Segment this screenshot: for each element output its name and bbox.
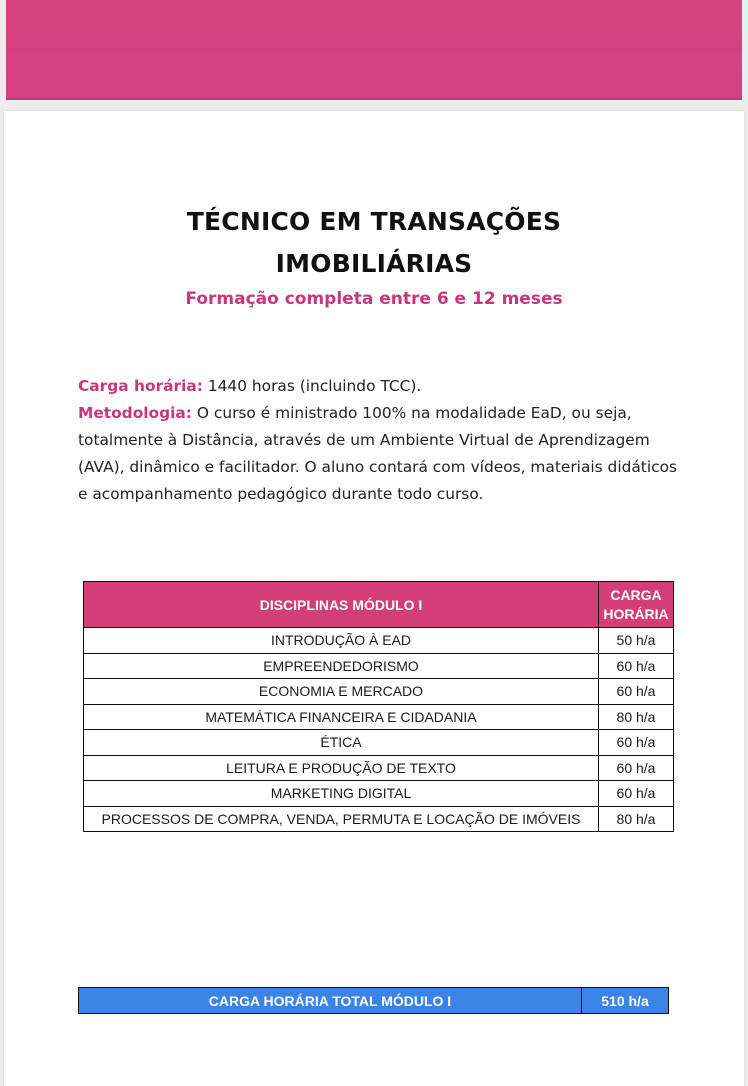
top-banner [6, 0, 742, 100]
carga-label: Carga horária: [78, 377, 203, 395]
discipline-name: ECONOMIA E MERCADO [84, 679, 599, 705]
discipline-hours: 60 h/a [599, 781, 674, 807]
metodologia-text: O curso é ministrado 100% na modalidade EaD, ou seja, totalmente à Distância, através de um Ambiente Virtual de Aprendizagem (AVA), dinâmico e facilitador. O aluno contará com vídeos, materiais didáticos e acompanhamento pedagógico durante todo curso. [78, 404, 678, 503]
discipline-hours: 60 h/a [599, 679, 674, 705]
table-row [84, 806, 674, 832]
table-row [84, 679, 674, 705]
total-hours-table [78, 987, 669, 1014]
metodologia-paragraph [78, 400, 688, 508]
header-carga-line-2: HORÁRIA [603, 605, 669, 622]
discipline-hours: 80 h/a [599, 806, 674, 832]
discipline-name: LEITURA E PRODUÇÃO DE TEXTO [84, 755, 599, 781]
header-carga-line-1: CARGA [610, 586, 662, 603]
table-row [84, 755, 674, 781]
discipline-hours: 60 h/a [599, 730, 674, 756]
total-value: 510 h/a [582, 988, 669, 1014]
title-line-1: TÉCNICO EM TRANSAÇÕES [186, 207, 562, 236]
carga-text: 1440 horas (incluindo TCC). [202, 377, 422, 395]
table-row [84, 628, 674, 654]
course-info [78, 373, 688, 508]
discipline-hours: 80 h/a [599, 704, 674, 730]
discipline-name: MARKETING DIGITAL [84, 781, 599, 807]
header-carga-horaria [599, 582, 674, 628]
disciplines-table [83, 581, 674, 832]
carga-horaria-paragraph [78, 373, 688, 400]
table-row [84, 781, 674, 807]
table-row [84, 704, 674, 730]
total-label: CARGA HORÁRIA TOTAL MÓDULO I [79, 988, 582, 1014]
title-line-2: IMOBILIÁRIAS [275, 249, 473, 278]
discipline-name: ÉTICA [84, 730, 599, 756]
header-disciplinas: DISCIPLINAS MÓDULO I [84, 582, 599, 628]
table-row [84, 653, 674, 679]
table-header-row [84, 582, 674, 628]
total-row [79, 988, 669, 1014]
discipline-name: PROCESSOS DE COMPRA, VENDA, PERMUTA E LOCAÇÃO DE IMÓVEIS [84, 806, 599, 832]
discipline-hours: 50 h/a [599, 628, 674, 654]
discipline-name: MATEMÁTICA FINANCEIRA E CIDADANIA [84, 704, 599, 730]
page-title [4, 201, 744, 285]
discipline-hours: 60 h/a [599, 755, 674, 781]
table-row [84, 730, 674, 756]
page-subtitle: Formação completa entre 6 e 12 meses [185, 289, 563, 309]
discipline-name: INTRODUÇÃO À EAD [84, 628, 599, 654]
metodologia-label: Metodologia: [78, 404, 192, 422]
discipline-name: EMPREENDEDORISMO [84, 653, 599, 679]
document-page [4, 111, 744, 1086]
discipline-hours: 60 h/a [599, 653, 674, 679]
